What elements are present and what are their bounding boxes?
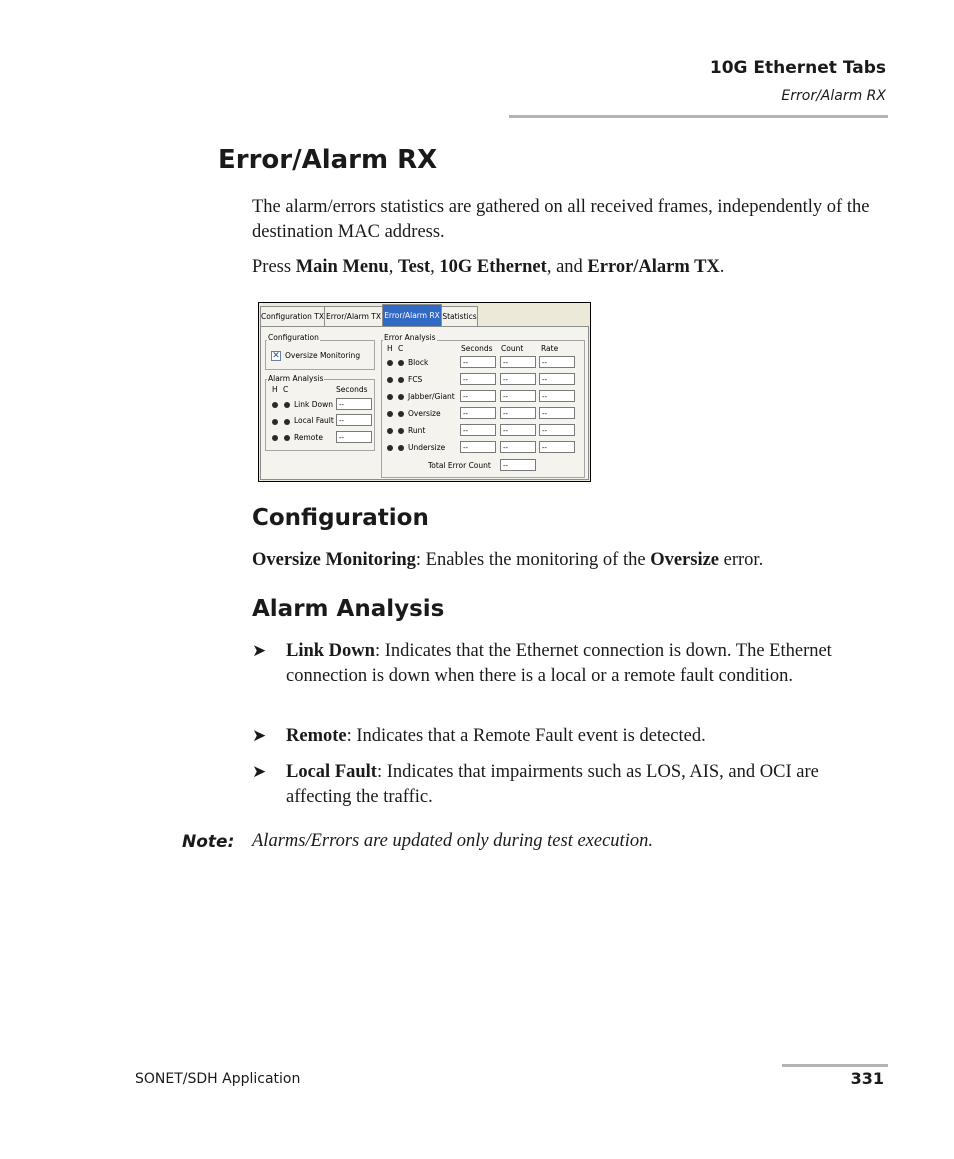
bullet-arrow-icon: ➤ xyxy=(252,762,267,781)
error-history-led xyxy=(387,377,393,383)
error-row-label: Runt xyxy=(408,426,426,435)
link-down-history-led xyxy=(272,402,278,408)
configuration-description xyxy=(252,548,882,573)
error-current-led xyxy=(398,360,404,366)
oversize-term: Oversize xyxy=(650,550,720,570)
bullet-term: Local Fault xyxy=(286,762,377,782)
press-prefix: Press xyxy=(252,257,296,277)
error-alarm-rx-screenshot xyxy=(258,302,591,482)
bullet-item-remote xyxy=(286,724,886,749)
error-count-field: -- xyxy=(500,407,536,419)
bullet-text: : Indicates that impairments such as LOS, AIS, and OCI are affecting the traffic. xyxy=(286,762,819,807)
error-current-led xyxy=(398,411,404,417)
local-fault-current-led xyxy=(284,419,290,425)
footer-document-title: SONET/SDH Application xyxy=(135,1071,301,1087)
error-count-field: -- xyxy=(500,390,536,402)
tab-panel xyxy=(260,326,589,480)
local-fault-label: Local Fault xyxy=(294,416,334,425)
alarm-analysis-heading: Alarm Analysis xyxy=(252,596,445,622)
error-rate-field: -- xyxy=(539,390,575,402)
error-rate-field: -- xyxy=(539,407,575,419)
alarm-analysis-group-label: Alarm Analysis xyxy=(268,374,324,383)
link-down-current-led xyxy=(284,402,290,408)
link-down-seconds-field: -- xyxy=(336,398,372,410)
error-current-led xyxy=(398,445,404,451)
error-history-led xyxy=(387,445,393,451)
configuration-text-end: error. xyxy=(719,550,764,570)
remote-history-led xyxy=(272,435,278,441)
remote-label: Remote xyxy=(294,433,323,442)
press-error-alarm-tx: Error/Alarm TX xyxy=(587,257,720,277)
press-10g-ethernet: 10G Ethernet xyxy=(439,257,547,277)
total-error-count-label: Total Error Count xyxy=(428,461,491,470)
press-instruction xyxy=(252,255,882,280)
local-fault-seconds-field: -- xyxy=(336,414,372,426)
bullet-arrow-icon: ➤ xyxy=(252,641,267,660)
footer-rule xyxy=(782,1064,888,1067)
error-current-header: C xyxy=(398,344,404,353)
press-sep: , xyxy=(388,257,398,277)
error-analysis-group-label: Error Analysis xyxy=(384,333,436,342)
total-error-count-field: -- xyxy=(500,459,536,471)
error-history-led xyxy=(387,394,393,400)
remote-seconds-field: -- xyxy=(336,431,372,443)
bullet-item-link-down xyxy=(286,639,886,688)
note-label: Note: xyxy=(182,832,235,852)
oversize-monitoring-term: Oversize Monitoring xyxy=(252,550,416,570)
note-text: Alarms/Errors are updated only during test execution. xyxy=(252,831,653,851)
error-rate-field: -- xyxy=(539,441,575,453)
error-row-label: Undersize xyxy=(408,443,446,452)
bullet-text: : Indicates that a Remote Fault event is detected. xyxy=(346,726,706,746)
error-row-label: Block xyxy=(408,358,429,367)
press-sep: , and xyxy=(546,257,588,277)
bullet-text: : Indicates that the Ethernet connection is down. The Ethernet connection is down when there is a local or a remote fault condition. xyxy=(286,641,832,686)
remote-current-led xyxy=(284,435,290,441)
error-current-led xyxy=(398,428,404,434)
configuration-group-label: Configuration xyxy=(268,333,319,342)
error-seconds-field: -- xyxy=(460,390,496,402)
error-rate-header: Rate xyxy=(541,344,559,353)
error-history-header: H xyxy=(387,344,393,353)
error-count-field: -- xyxy=(500,424,536,436)
press-end: . xyxy=(719,257,725,277)
bullet-term: Link Down xyxy=(286,641,375,661)
error-seconds-field: -- xyxy=(460,373,496,385)
configuration-text: : Enables the monitoring of the xyxy=(415,550,651,570)
oversize-monitoring-label: Oversize Monitoring xyxy=(285,351,361,360)
press-test: Test xyxy=(397,257,431,277)
alarm-current-header: C xyxy=(283,385,289,394)
error-count-field: -- xyxy=(500,373,536,385)
running-header-subsection: Error/Alarm RX xyxy=(781,88,886,104)
error-current-led xyxy=(398,394,404,400)
intro-paragraph: The alarm/errors statistics are gathered on all received frames, independently of the destination MAC address. xyxy=(252,197,870,242)
tab-statistics[interactable]: Statistics xyxy=(441,306,478,327)
alarm-seconds-header: Seconds xyxy=(336,385,368,394)
error-row-label: Jabber/Giant xyxy=(408,392,455,401)
error-count-header: Count xyxy=(501,344,524,353)
tab-error-alarm-tx[interactable]: Error/Alarm TX xyxy=(324,306,383,327)
link-down-label: Link Down xyxy=(294,400,333,409)
error-count-field: -- xyxy=(500,356,536,368)
running-header-section: 10G Ethernet Tabs xyxy=(709,58,886,78)
local-fault-history-led xyxy=(272,419,278,425)
configuration-heading: Configuration xyxy=(252,505,429,531)
error-history-led xyxy=(387,428,393,434)
error-seconds-field: -- xyxy=(460,407,496,419)
press-sep: , xyxy=(430,257,440,277)
header-rule xyxy=(509,115,888,118)
error-current-led xyxy=(398,377,404,383)
error-rate-field: -- xyxy=(539,373,575,385)
tab-error-alarm-rx[interactable]: Error/Alarm RX xyxy=(382,304,442,327)
error-seconds-field: -- xyxy=(460,424,496,436)
alarm-history-header: H xyxy=(272,385,278,394)
bullet-item-local-fault xyxy=(286,760,886,809)
error-seconds-header: Seconds xyxy=(461,344,493,353)
press-main-menu: Main Menu xyxy=(295,257,389,277)
error-count-field: -- xyxy=(500,441,536,453)
error-row-label: Oversize xyxy=(408,409,441,418)
error-row-label: FCS xyxy=(408,375,423,384)
page-title: Error/Alarm RX xyxy=(218,145,438,175)
page-number: 331 xyxy=(850,1069,884,1088)
error-history-led xyxy=(387,411,393,417)
error-seconds-field: -- xyxy=(460,441,496,453)
tab-configuration-tx[interactable]: Configuration TX xyxy=(260,306,325,327)
error-rate-field: -- xyxy=(539,424,575,436)
error-rate-field: -- xyxy=(539,356,575,368)
error-history-led xyxy=(387,360,393,366)
bullet-arrow-icon: ➤ xyxy=(252,726,267,745)
bullet-term: Remote xyxy=(286,726,347,746)
error-seconds-field: -- xyxy=(460,356,496,368)
oversize-monitoring-checkbox[interactable]: ✕ xyxy=(272,351,280,361)
